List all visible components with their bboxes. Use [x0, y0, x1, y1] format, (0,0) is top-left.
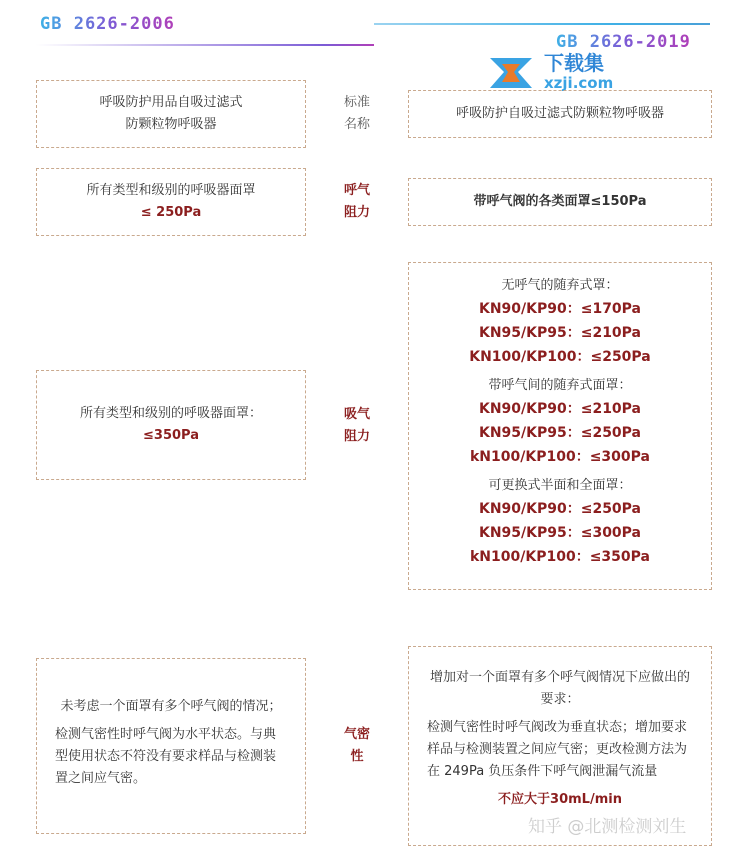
left-name-line1: 呼吸防护用品自吸过滤式: [99, 95, 243, 110]
left-exhale-value: ≤ 250Pa: [140, 205, 202, 220]
logo-brand-text: 下载集: [544, 51, 604, 75]
inhale-group-1-line-2: KN95/KP95：≤210Pa: [478, 325, 642, 341]
inhale-group-1-title: 无呼气的随弃式罩：: [501, 278, 619, 293]
left-airtight-para-1: 未考虑一个面罩有多个呼气阀的情况；: [60, 699, 282, 714]
left-header-divider: [36, 44, 374, 46]
inhale-label: [336, 404, 378, 448]
left-name-line2: 防颗粒物呼吸器: [125, 117, 217, 132]
inhale-group-3-line-2: KN95/KP95：≤300Pa: [478, 525, 642, 541]
airtight-label: [336, 724, 378, 768]
left-inhale-value: ≤350Pa: [143, 428, 199, 443]
left-airtight-para-2: 检测气密性时呼气阀为水平状态。与典型使用状态不符没有要求样品与检测装置之间应气密。: [55, 727, 277, 786]
right-inhale-box: [408, 262, 712, 590]
inhale-group-2-title: 带呼气间的随弃式面罩：: [488, 378, 632, 393]
inhale-group-1-line-3: KN100/KP100：≤250Pa: [469, 349, 651, 365]
airtight-label-line1: 气密: [343, 727, 370, 742]
logo-url-text: xzji.com: [544, 74, 614, 92]
right-name-text: 呼吸防护自吸过滤式防颗粒物呼吸器: [455, 106, 664, 121]
left-exhale-box: [36, 168, 306, 236]
star-logo-icon: [488, 54, 534, 92]
left-inhale-box: [36, 370, 306, 480]
site-logo: [488, 52, 628, 94]
airtight-label-line2: 性: [350, 749, 364, 764]
inhale-group-1-line-1: KN90/KP90：≤170Pa: [478, 301, 642, 317]
name-label-line1: 标准: [343, 95, 370, 110]
right-airtight-para-1: 增加对一个面罩有多个呼气阀情况下应做出的要求：: [429, 670, 690, 707]
right-airtight-para-2: 检测气密性时呼气阀改为垂直状态；增加要求样品与检测装置之间应气密；更改检测方法为在 249Pa 负压条件下呼气阀泄漏气流量: [427, 720, 688, 779]
right-header-divider: [374, 23, 710, 25]
name-label-line2: 名称: [343, 117, 370, 132]
zhihu-watermark: 知乎 @北测检测刘生: [528, 817, 687, 837]
left-exhale-text: 所有类型和级别的呼吸器面罩: [86, 183, 256, 198]
right-exhale-box: [408, 178, 712, 226]
left-standard-title: GB 2626-2006: [40, 14, 175, 34]
inhale-group-2-line-3: kN100/KP100：≤300Pa: [470, 449, 650, 465]
inhale-group-3-line-3: kN100/KP100：≤350Pa: [470, 549, 650, 565]
right-standard-title: GB 2626-2019: [556, 32, 691, 52]
right-exhale-text: 带呼气阀的各类面罩≤150Pa: [473, 194, 647, 209]
inhale-group-2-line-1: KN90/KP90：≤210Pa: [478, 401, 642, 417]
inhale-label-line2: 阻力: [343, 429, 370, 444]
exhale-label-line2: 阻力: [343, 205, 370, 220]
inhale-label-line1: 吸气: [343, 407, 370, 422]
exhale-label-line1: 呼气: [343, 183, 370, 198]
right-name-box: [408, 90, 712, 138]
exhale-label: [336, 180, 378, 224]
left-name-box: [36, 80, 306, 148]
name-label: [336, 92, 378, 136]
right-airtight-para-3: 不应大于30mL/min: [498, 792, 622, 807]
inhale-group-3-line-1: KN90/KP90：≤250Pa: [478, 501, 642, 517]
left-airtight-box: [36, 658, 306, 834]
left-inhale-text: 所有类型和级别的呼吸器面罩：: [79, 406, 262, 421]
inhale-group-2-line-2: KN95/KP95：≤250Pa: [478, 425, 642, 441]
inhale-group-3-title: 可更换式半面和全面罩：: [488, 478, 632, 493]
